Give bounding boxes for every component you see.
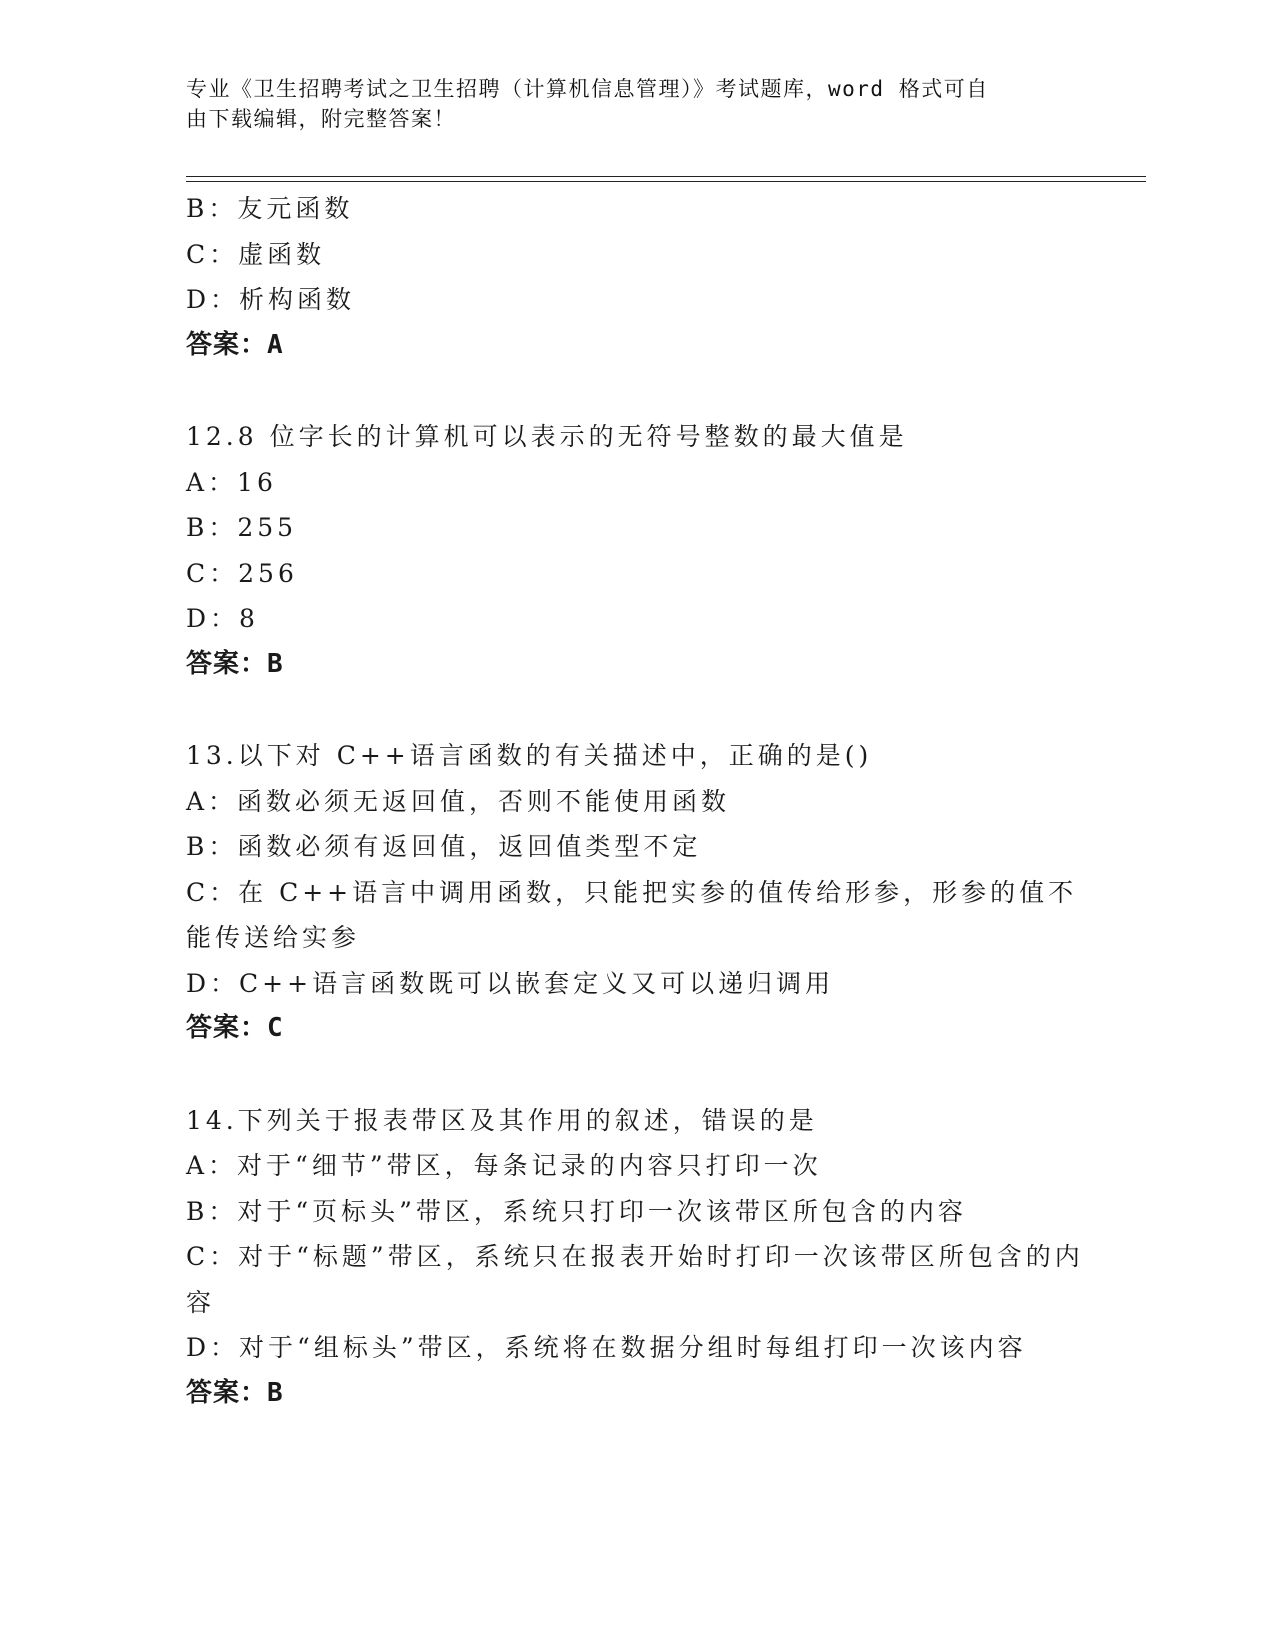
option-a: A：函数必须无返回值，否则不能使用函数 [186,786,731,816]
spacer [186,1052,1086,1098]
question-12 [186,414,1086,687]
question-13 [186,733,1086,1052]
header-line-2: 由下载编辑，附完整答案！ [186,107,456,131]
option-b: B：友元函数 [186,194,354,223]
option-b: B：函数必须有返回值，返回值类型不定 [186,832,702,861]
question-stem: 13.以下对 C++语言函数的有关描述中，正确的是() [186,741,873,770]
question-stem: 12.8 位字长的计算机可以表示的无符号整数的最大值是 [186,422,908,451]
option-d: D：析构函数 [186,285,356,314]
option-b: B：255 [186,513,298,542]
answer-line: 答案：B [186,1377,284,1408]
option-a: A：16 [186,467,277,497]
question-14 [186,1098,1086,1417]
answer-line: 答案：B [186,648,284,679]
option-b: B：对于“页标头”带区，系统只打印一次该带区所包含的内容 [186,1196,967,1226]
option-c: C：虚函数 [186,239,326,269]
header-divider-top [186,176,1146,177]
option-a: A：对于“细节”带区，每条记录的内容只打印一次 [186,1151,822,1180]
spacer [186,368,1086,414]
question-list [186,186,1086,1416]
option-c: C：在 C++语言中调用函数，只能把实参的值传给形参，形参的值不能传送给实参 [186,877,1078,952]
question-stem: 14.下列关于报表带区及其作用的叙述，错误的是 [186,1105,818,1135]
answer-line: 答案：A [186,329,284,360]
spacer [186,687,1086,733]
option-d: D：8 [186,604,259,633]
option-d: D：C++语言函数既可以嵌套定义又可以递归调用 [186,968,835,998]
header-divider-bottom [186,181,1146,182]
option-c: C：对于“标题”带区，系统只在报表开始时打印一次该带区所包含的内容 [186,1242,1084,1317]
document-header [186,74,1066,134]
question-11-partial [186,186,1086,368]
answer-line: 答案：C [186,1013,284,1043]
option-d: D：对于“组标头”带区，系统将在数据分组时每组打印一次该内容 [186,1333,1027,1362]
header-line-1: 专业《卫生招聘考试之卫生招聘（计算机信息管理）》考试题库，word 格式可自 [186,77,989,101]
option-c: C：256 [186,558,298,588]
